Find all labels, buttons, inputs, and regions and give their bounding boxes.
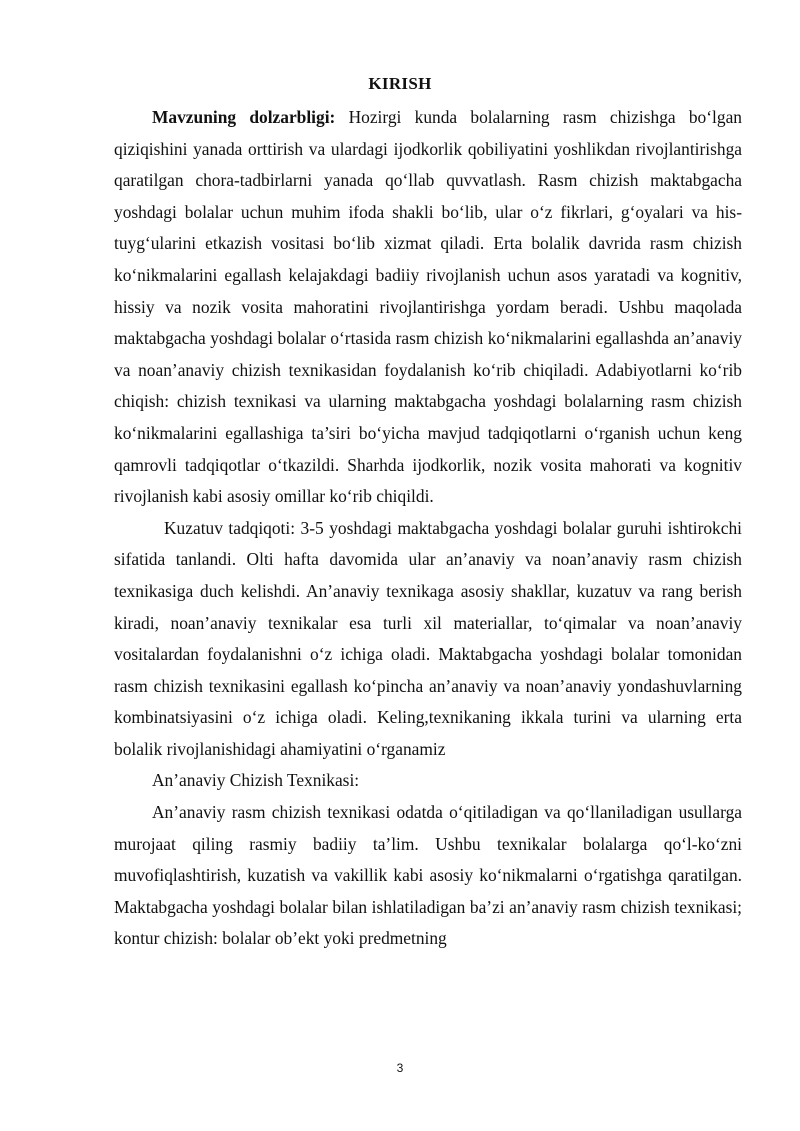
paragraph-lead: Mavzuning dolzarbligi: — [152, 107, 336, 127]
body-text — [114, 102, 742, 955]
paragraph-traditional: An’anaviy rasm chizish texnikasi odatda o‘qitiladigan va qo‘llaniladigan usullarga murojaat qiling rasmiy badiiy ta’lim. Ushbu texnikalar bolalarga qo‘l-ko‘zni muvofiqlashtirish, kuzatish va vakillik kabi asosiy ko‘nikmalarni o‘rgatishga qaratilgan. Maktabgacha yoshdagi bolalar bilan ishlatiladigan ba’zi an’anaviy rasm chizish texnikasi; kontur chizish: bolalar ob’ekt yoki predmetning — [114, 802, 742, 949]
paragraph-observation: Kuzatuv tadqiqoti: 3-5 yoshdagi maktabgacha yoshdagi bolalar guruhi ishtirokchi sifatida tanlandi. Olti hafta davomida ular an’anaviy va noan’anaviy rasm chizish texnikasiga duch kelishdi. An’anaviy texnikaga asosiy shakllar, kuzatuv va rang berish kiradi, noan’anaviy texnikalar esa turli xil materiallar, to‘qimalar va noan’anaviy vositalardan foydalanishni o‘z ichiga oladi. Maktabgacha yoshdagi bolalar tomonidan rasm chizish texnikasini egallash ko‘pincha an’anaviy va noan’anaviy yondashuvlarning kombinatsiyasini o‘z ichiga oladi. Keling,texnikaning ikkala turini va ularning erta bolalik rivojlanishidagi ahamiyatini o‘rganamiz — [114, 517, 742, 759]
page-title: KIRISH — [368, 74, 432, 93]
paragraph-text: Hozirgi kunda bolalarning rasm chizishga bo‘lgan qiziqishini yanada orttirish va ulardagi ijodkorlik qobiliyatini yoshlikdan rivojlantirishga qaratilgan chora-tadbirlarni yanada qo‘llab quvvatlash. Rasm chizish maktabgacha yoshdagi bolalar uchun muhim ifoda shakli bo‘lib, ular o‘z fikrlari, g‘oyalari va his-tuyg‘ularini etkazish vositasi bo‘lib xizmat qiladi. Erta bolalik davrida rasm chizish ko‘nikmalarini egallash kelajakdagi badiiy rivojlanish uchun asos yaratadi va kognitiv, hissiy va nozik vosita mahoratini rivojlantirishga yordam beradi. Ushbu maqolada maktabgacha yoshdagi bolalar o‘rtasida rasm chizish ko‘nikmalarini egallashda an’anaviy va noan’anaviy chizish texnikasidan foydalanish ko‘rib chiqiladi. Adabiyotlarni ko‘rib chiqish: chizish texnikasi va ularning maktabgacha yoshdagi bolalarning rasm chizish ko‘nikmalarini egallashiga ta’siri bo‘yicha mavjud tadqiqotlarni o‘rganish uchun keng qamrovli tadqiqotlar o‘tkazildi. Sharhda ijodkorlik, nozik vosita mahorati va kognitiv rivojlanish kabi asosiy omillar ko‘rib chiqildi. — [114, 107, 742, 507]
paragraph-relevance — [114, 102, 742, 513]
section-heading-traditional: An’anaviy Chizish Texnikasi: — [152, 770, 360, 791]
page-number: 3 — [396, 1061, 404, 1075]
